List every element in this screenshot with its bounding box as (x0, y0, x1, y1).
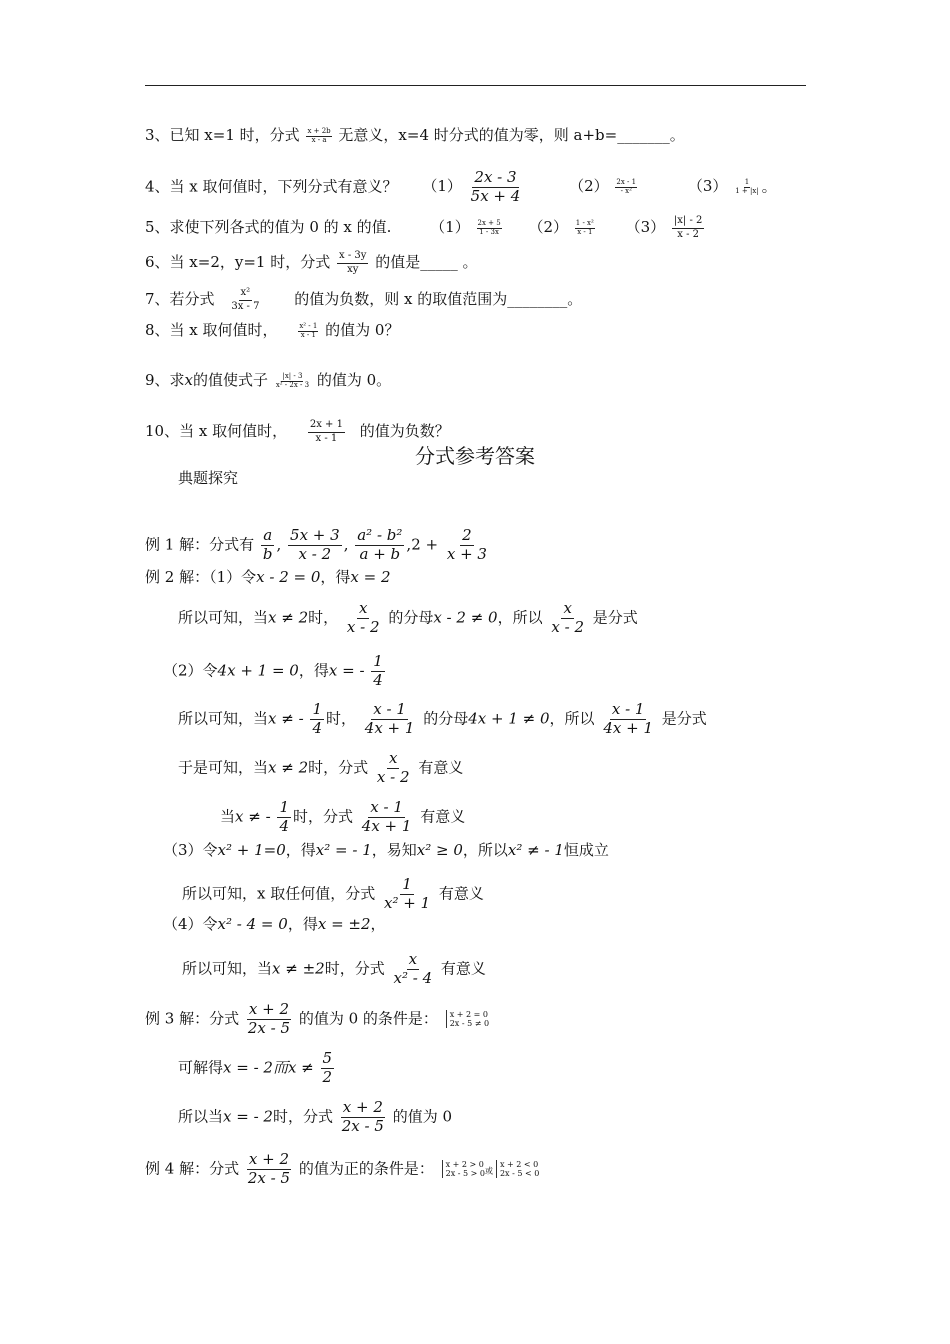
example-2-line-7: （3）令x² + 1=0，得x² = - 1，易知x² ≥ 0，所以x² ≠ - 1恒成立 (163, 841, 609, 859)
fraction: $\frac{|x| - 2}{x - 2}$ (673, 215, 703, 240)
fraction: $\frac{2x - 1}{\text{- x²}}$ (616, 178, 637, 195)
example-3-line-1: 例 3 解：分式 $\frac{x + 2}{2x - 5}$ 的值为 0 的条件是： x + 2 = 0 2x - 5 ≠ 0 (145, 1000, 490, 1037)
section-heading: 典题探究 (178, 469, 239, 487)
equation-system: x + 2 = 0 2x - 5 ≠ 0 (446, 1010, 489, 1028)
fraction: $\frac{x + 2b}{x - a}$ (307, 127, 331, 144)
fraction: $\frac{5}{2}$ (322, 1049, 333, 1086)
header-rule (145, 85, 806, 86)
example-2-line-8: 所以可知，x 取任何值，分式 $\frac{1}{\text{x² + 1}}$ 有意义 (182, 875, 484, 912)
fraction: $\frac{1}{4}$ (279, 798, 289, 835)
fraction: $\frac{|x| - 3}{\text{x² - 2x - 3}}$ (275, 372, 310, 389)
fraction: $\frac{x - 1}{4x + 1}$ (603, 700, 653, 737)
fraction: $\frac{1}{\text{x² + 1}}$ (384, 875, 431, 912)
answer-blank: _______ (617, 126, 670, 144)
exercise-4: 4、当 x 取何值时，下列分式有意义？ （1） $\frac{2x - 3}{5x + 4}$ （2） $\frac{2x - 1}{\text{- x²}}$ （3） $\frac{1}{1 + |x|}$ 。 (145, 168, 777, 205)
example-2-line-10: 所以可知，当x ≠ ±2时，分式 $\frac{x}{\text{x² - 4}}$ 有意义 (182, 950, 486, 987)
exercise-8: 8、当 x 取何值时， $\frac{\text{x² - 1}}{x - 1}$ 的值为 0？ (145, 321, 400, 339)
fraction: $\frac{2x + 1}{x - 1}$ (309, 419, 343, 444)
fraction: $\frac{\text{1 - x²}}{x - 1}$ (575, 219, 594, 236)
fraction: $\frac{\text{x² - 1}}{x - 1}$ (299, 322, 318, 339)
exercise-5: 5、求使下列各式的值为 0 的 x 的值. （1） $\frac{2x + 5}{1 - 3x}$ （2） $\frac{\text{1 - x²}}{x - 1}$ （3） $\frac{|x| - 2}{x - 2}$ (145, 215, 703, 240)
example-1: 例 1 解：分式有 $\frac{a}{b}$ , $\frac{5x + 3}{x - 2}$ , $\frac{\text{a² - b²}}{a + b}$ ,2 + $\frac{2}{x + 3}$ (145, 526, 487, 563)
fraction: $\frac{x - 1}{4x + 1}$ (361, 798, 412, 835)
exercise-6: 6、当 x=2，y=1 时，分式 $\frac{x - 3y}{xy}$ 的值是_____ 。 (145, 250, 478, 275)
exercise-10: 10、当 x 取何值时， $\frac{2x + 1}{x - 1}$ 的值为负数？ (145, 419, 450, 444)
example-2-line-4: 所以可知，当x ≠ - $\frac{1}{4}$ 时， $\frac{x - 1}{4x + 1}$ 的分母4x + 1 ≠ 0，所以 $\frac{x - 1}{4x + 1}$ 是分式 (178, 700, 707, 737)
exercise-9: 9、求x的值使式子 $\frac{|x| - 3}{\text{x² - 2x - 3}}$ 的值为 0。 (145, 371, 392, 389)
fraction: $\frac{\text{x²}}{3x - 7}$ (231, 287, 260, 312)
example-2-line-5: 于是可知，当x ≠ 2时，分式 $\frac{x}{x - 2}$ 有意义 (178, 749, 464, 786)
example-2-line-3: （2）令4x + 1 = 0，得x = - $\frac{1}{4}$ (163, 652, 383, 689)
fraction: $\frac{5x + 3}{x - 2}$ (290, 526, 340, 563)
fraction: $\frac{x + 2}{2x - 5}$ (247, 1000, 291, 1037)
inequality-system: x + 2 < 0 2x - 5 < 0 (496, 1160, 539, 1178)
fraction: $\frac{x}{x - 2}$ (346, 599, 380, 636)
inequality-system: x + 2 > 0 2x - 5 > 0 (442, 1160, 485, 1178)
fraction: $\frac{x}{x - 2}$ (376, 749, 410, 786)
fraction: $\frac{x + 2}{2x - 5}$ (247, 1150, 291, 1187)
example-2-line-2: 所以可知，当x ≠ 2时， $\frac{x}{x - 2}$ 的分母x - 2 ≠ 0，所以 $\frac{x}{x - 2}$ 是分式 (178, 599, 638, 636)
answer-blank: ________ (507, 290, 568, 308)
fraction: $\frac{x - 1}{4x + 1}$ (364, 700, 415, 737)
fraction: $\frac{2x + 5}{1 - 3x}$ (477, 219, 501, 236)
example-2-line-9: （4）令x² - 4 = 0，得x = ±2， (163, 915, 386, 933)
fraction: $\frac{1}{4}$ (312, 700, 322, 737)
answer-blank: _____ (420, 253, 458, 271)
example-2-line-1: 例 2 解：（1）令x - 2 = 0，得x = 2 (145, 568, 391, 586)
fraction: $\frac{a}{b}$ (262, 526, 273, 563)
example-2-line-6: 当x ≠ - $\frac{1}{4}$ 时，分式 $\frac{x - 1}{4x + 1}$ 有意义 (220, 798, 466, 835)
example-4-line-1: 例 4 解：分式 $\frac{x + 2}{2x - 5}$ 的值为正的条件是： x + 2 > 0 2x - 5 > 0 或 x + 2 < 0 2x - 5 < 0 (145, 1150, 540, 1187)
fraction: $\frac{2}{x + 3}$ (446, 526, 487, 563)
fraction: $\frac{\text{a² - b²}}{a + b}$ (357, 526, 403, 563)
answers-title: 分式参考答案 (415, 444, 535, 468)
fraction: $\frac{x}{\text{x² - 4}}$ (393, 950, 433, 987)
fraction: $\frac{1}{1 + |x|}$ (735, 178, 759, 195)
fraction: $\frac{x + 2}{2x - 5}$ (341, 1098, 384, 1135)
fraction: $\frac{x - 3y}{xy}$ (339, 250, 367, 275)
fraction: $\frac{1}{4}$ (373, 652, 383, 689)
exercise-3: 3、已知 x=1 时，分式 $\frac{x + 2b}{x - a}$ 无意义，x=4 时分式的值为零，则 a+b=_______。 (145, 126, 685, 144)
example-3-line-2: 可解得x = - 2而x ≠ $\frac{5}{2}$ (178, 1049, 333, 1086)
example-3-line-3: 所以当x = - 2时，分式 $\frac{x + 2}{2x - 5}$ 的值为 0 (178, 1098, 453, 1135)
fraction: $\frac{x}{x - 2}$ (551, 599, 584, 636)
fraction: $\frac{2x - 3}{5x + 4}$ (470, 168, 521, 205)
exercise-7: 7、若分式 $\frac{\text{x²}}{3x - 7}$ 的值为负数，则 x 的取值范围为________。 (145, 287, 583, 312)
